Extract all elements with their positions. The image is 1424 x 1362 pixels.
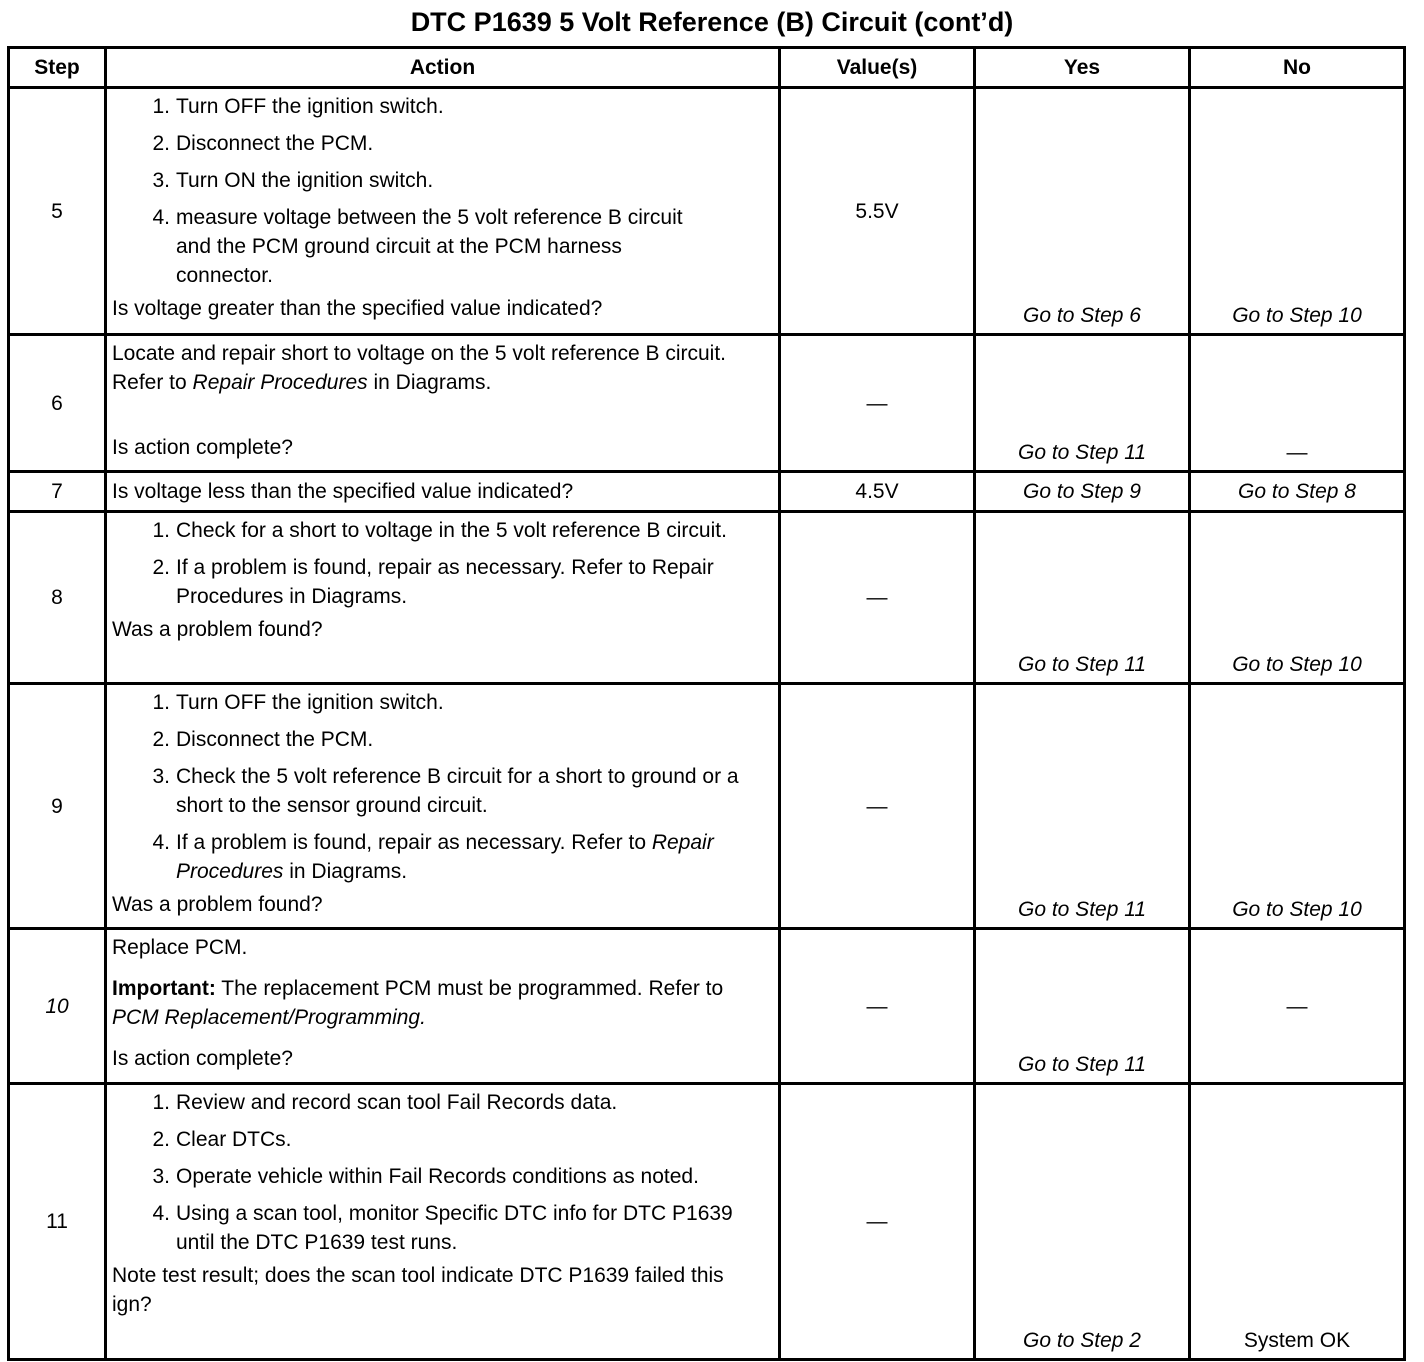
list-item: 2. Disconnect the PCM.: [152, 132, 374, 155]
page-title: DTC P1639 5 Volt Reference (B) Circuit (cont’d): [410, 7, 1014, 37]
action-question: Is voltage less than the specified value indicated?: [112, 480, 574, 503]
action-list: [112, 516, 772, 611]
value-cell: —: [780, 684, 975, 929]
list-item: 2. Disconnect the PCM.: [152, 728, 374, 751]
yes-cell: Go to Step 11: [975, 684, 1190, 929]
action-question: Is action complete?: [112, 436, 293, 459]
list-item: 2. Clear DTCs.: [152, 1128, 292, 1151]
action-list: [112, 92, 772, 290]
value-cell: —: [780, 929, 975, 1084]
yes-cell: Go to Step 6: [975, 88, 1190, 335]
action-cell: [106, 88, 780, 335]
list-item: 2. If a problem is found, repair as necessary. Refer to Repair Procedures in Diagrams.: [152, 556, 714, 608]
header-step: Step: [9, 48, 106, 88]
action-list: [112, 1088, 772, 1257]
yes-cell: Go to Step 11: [975, 512, 1190, 684]
step-number: 11: [9, 1084, 106, 1360]
action-cell: [106, 684, 780, 929]
value-cell: —: [780, 335, 975, 472]
list-item: 1. Turn OFF the ignition switch.: [152, 691, 444, 714]
action-list: [112, 688, 772, 886]
list-item: 1. Check for a short to voltage in the 5 volt reference B circuit.: [152, 519, 727, 542]
no-cell: Go to Step 10: [1190, 88, 1405, 335]
action-question: Note test result; does the scan tool indicate DTC P1639 failed this ign?: [112, 1264, 724, 1316]
no-cell: Go to Step 10: [1190, 684, 1405, 929]
action-question: Is voltage greater than the specified value indicated?: [112, 297, 603, 320]
important-note: Important: The replacement PCM must be programmed. Refer to PCM Replacement/Programming.: [112, 977, 724, 1029]
step-number: 6: [9, 335, 106, 472]
action-cell: Replace PCM. Important: The replacement PCM must be programmed. Refer to PCM Replacement/Programming. Is action complete?: [106, 929, 780, 1084]
step-number: 5: [9, 88, 106, 335]
list-item: 4. If a problem is found, repair as necessary. Refer to Repair Procedures in Diagrams.: [152, 831, 714, 883]
value-cell: 4.5V: [780, 472, 975, 512]
list-item: 4. measure voltage between the 5 volt reference B circuit and the PCM ground circuit at the PCM harness connector.: [152, 206, 683, 287]
value-cell: 5.5V: [780, 88, 975, 335]
table-row: [9, 88, 1405, 335]
no-cell: System OK: [1190, 1084, 1405, 1360]
table-row: [9, 1084, 1405, 1360]
action-question: Was a problem found?: [112, 893, 323, 916]
action-cell: [106, 472, 780, 512]
action-cell: Locate and repair short to voltage on the 5 volt reference B circuit. Refer to Repair Procedures in Diagrams. Is action complete?: [106, 335, 780, 472]
yes-cell: Go to Step 11: [975, 929, 1190, 1084]
no-cell: —: [1190, 335, 1405, 472]
header-action: Action: [106, 48, 780, 88]
header-yes: Yes: [975, 48, 1190, 88]
list-item: 1. Review and record scan tool Fail Records data.: [152, 1091, 618, 1114]
action-cell: [106, 1084, 780, 1360]
diagnostic-table: [7, 46, 1406, 1361]
header-no: No: [1190, 48, 1405, 88]
list-item: 3. Operate vehicle within Fail Records conditions as noted.: [152, 1165, 699, 1188]
list-item: 4. Using a scan tool, monitor Specific DTC info for DTC P1639 until the DTC P1639 test runs.: [152, 1202, 733, 1254]
list-item: 1. Turn OFF the ignition switch.: [152, 95, 444, 118]
step-number: 10: [9, 929, 106, 1084]
header-values: Value(s): [780, 48, 975, 88]
table-row: [9, 684, 1405, 929]
step-number: 9: [9, 684, 106, 929]
yes-cell: Go to Step 9: [975, 472, 1190, 512]
table-row: [9, 472, 1405, 512]
step-number: 7: [9, 472, 106, 512]
value-cell: —: [780, 1084, 975, 1360]
table-row: [9, 512, 1405, 684]
step-number: 8: [9, 512, 106, 684]
action-cell: [106, 512, 780, 684]
list-item: 3. Turn ON the ignition switch.: [152, 169, 434, 192]
header-row: [9, 48, 1405, 88]
yes-cell: Go to Step 11: [975, 335, 1190, 472]
value-cell: —: [780, 512, 975, 684]
no-cell: Go to Step 8: [1190, 472, 1405, 512]
table-row: [9, 929, 1405, 1084]
no-cell: —: [1190, 929, 1405, 1084]
action-question: Was a problem found?: [112, 618, 323, 641]
no-cell: Go to Step 10: [1190, 512, 1405, 684]
list-item: 3. Check the 5 volt reference B circuit for a short to ground or a short to the sensor ground circuit.: [152, 765, 739, 817]
action-question: Is action complete?: [112, 1047, 293, 1070]
table-row: [9, 335, 1405, 472]
yes-cell: Go to Step 2: [975, 1084, 1190, 1360]
